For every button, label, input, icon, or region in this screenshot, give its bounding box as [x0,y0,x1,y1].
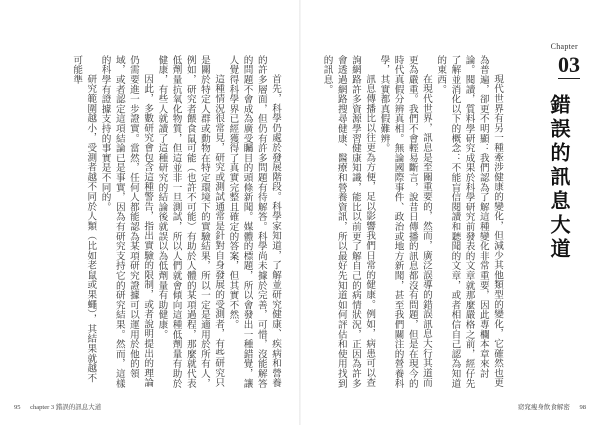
right-page-body [314,55,504,390]
right-page [300,0,600,425]
body-paragraph: 因此，多數研究會包含這種警告，指出實驗的限制，或者說明提出的理論仍需要進一步證實。當然，任何人都能認為某項研究證據可以運用於他的領域，或者認定這項結論已是事實，因為有研究支持它的研究結果。然而，這樣的科學有證據支持的事實是不同的。 [99,55,154,389]
left-page-number: 95 [14,404,21,411]
right-footer [510,402,586,411]
left-footer [14,402,109,411]
body-paragraph: 訊息傳播比以往更為方便，足以影響我們日常的健康。例如，病患可以查詢網路許多資源學習健康知識，能比以前更了解自己的病情狀況，正因為許多會透過網路搜尋健康、醫療和營養資訊，所以最好先知道如何評估和使用找到的訊息。 [321,55,376,389]
body-paragraph: 在現代世界，訊息是至關重要的，然而，廣泛誤導的錯誤訊息大行其道而更為嚴重。我們不會輕易斷言，說昔日傳播的訊息都沒有問題，但是在現今的時代真假分辨真相。無論國際事件、政治或地方新聞，甚至我們關注的營養科學，其實都真假難辨。 [378,55,432,389]
left-running-head: chapter 3 錯誤的訊息大道 [30,404,102,411]
body-paragraph: 這種情況很常見，研究或測試通常是針對自身發展的受測者，有些研究只是關於特定人群或動物在特定環境下的實驗結果，所以一定是適用於所有人，例如，研究者餵食鼠可能（也許不可能）有助於人體的某項過程，那麼就代表低劑量抗氧化物質，但這並非一旦測試，所以人們就會傾向這種低劑量有助於健康，有些人就讀了這種研究的結論後就誤以為低劑量有助健康。 [156,55,225,389]
chapter-title: 錯誤的訊息大道 [547,94,571,262]
body-paragraph: 現代世界有另一種牽涉健康的變化，但減少其他類型的變化，它確然也更為普遍，卻更不明顯：我們認為了解這種變化非常重要，因此專欄本章來討論。閱讀，質料學研究成果於科學研究前發表的文章就那麼嚴格之前，經仔先了解並消化以下的概念：不能盲信閱讀和聽聞的文章，或者相信自己認為知道的東西。 [435,55,503,389]
right-running-head: 窈窕瘦身飲食解密 [517,404,570,411]
body-paragraph: 研究範圍越小，受測者越不同於人類（比如老鼠或果蠅），其結果就越不可能準 [71,55,97,383]
right-page-number: 98 [579,404,586,411]
chapter-heading [524,38,584,398]
body-paragraph: 首先，科學仍處於發展階段。科學家知道，了解並研究健康、疾病和營養的許多層面，但仍有許多問題有待解答。科學尚未據於完善，可惜，沒能解答的問題不會成為廣受矚目的頭條新聞。媒體的標題，所以會發出一種錯覺，讓人覺得科學界已經獲得了真實完整且確定的答案，但其實不然。 [227,55,281,389]
chapter-number: 03 [558,52,580,77]
chapter-label: Chapter [550,42,578,51]
left-page-body [14,55,282,390]
